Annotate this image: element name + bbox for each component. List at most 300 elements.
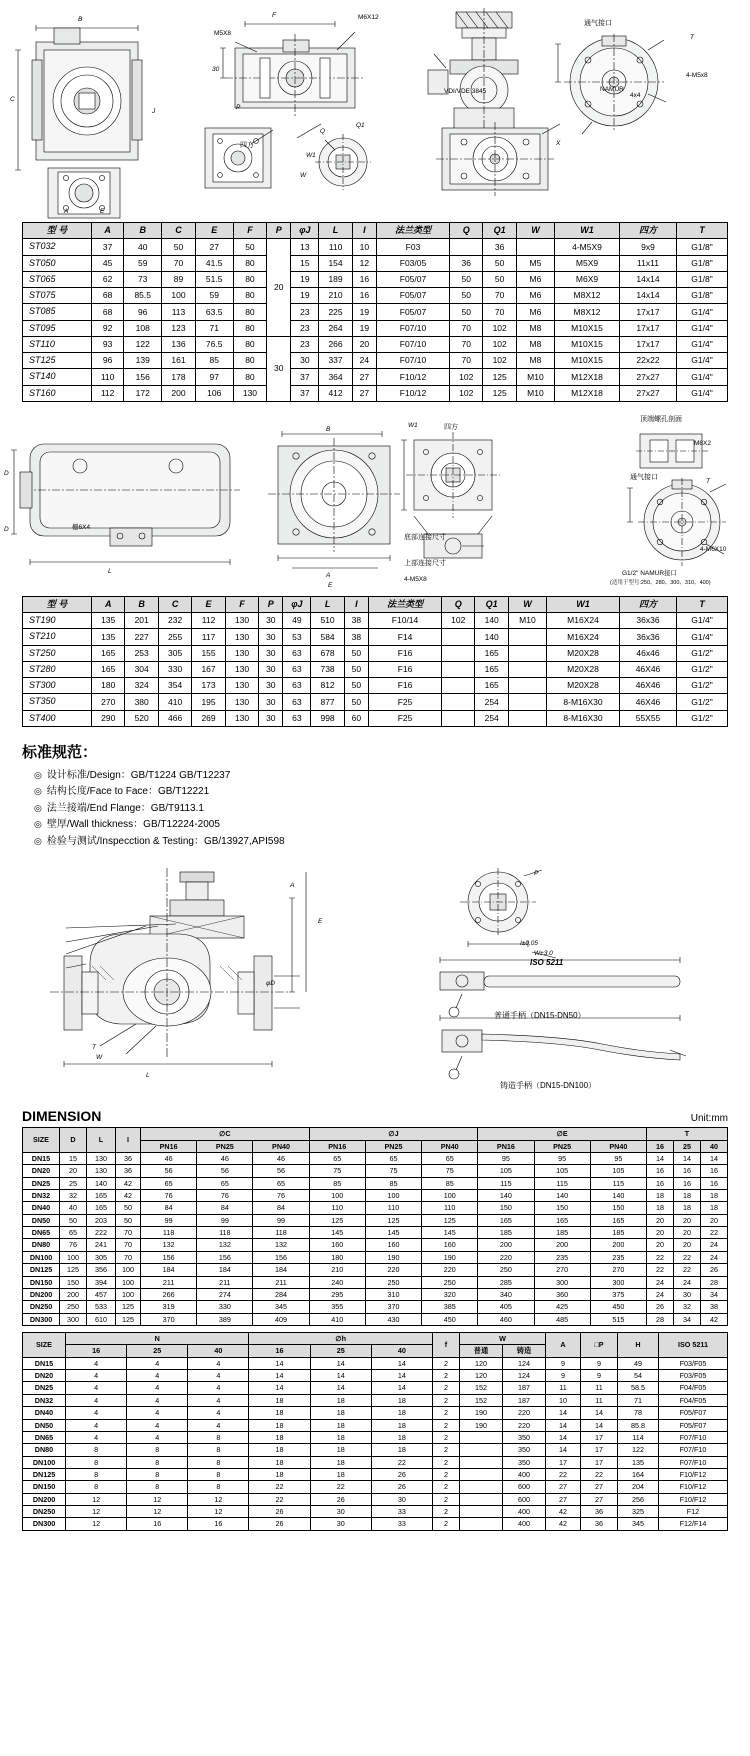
cell: 4 (66, 1419, 127, 1431)
cell-model: ST085 (23, 304, 92, 320)
cell: 15 (291, 255, 319, 271)
cell: 112 (92, 385, 124, 401)
cell: 190 (365, 1251, 421, 1263)
label-mid-A: A (326, 571, 331, 579)
table1-body (23, 239, 728, 402)
cell: 130 (225, 710, 258, 726)
cell: 100 (116, 1276, 141, 1288)
dimension-header (22, 1108, 728, 1124)
label-siquare: 四方 (240, 142, 254, 149)
cell: F12 (659, 1506, 728, 1518)
cell: 510 (311, 613, 344, 629)
cell: 26 (647, 1301, 674, 1313)
cell-size: DN150 (23, 1276, 60, 1288)
cell: 100 (422, 1190, 478, 1202)
table-row (23, 1276, 728, 1288)
cell: 65 (309, 1152, 365, 1164)
cell: 22x22 (620, 353, 677, 369)
label-valve-phi: φD (266, 980, 275, 988)
cell: 130 (225, 678, 258, 694)
cell: 150 (534, 1202, 590, 1214)
cell: 63 (283, 710, 311, 726)
top-drawings-svg (0, 0, 750, 222)
cell: 27 (352, 369, 376, 385)
label-valve-iso: ISO 5211 (530, 958, 564, 968)
cell: 160 (309, 1239, 365, 1251)
cell: 8 (127, 1468, 188, 1480)
cell: 36x36 (620, 629, 677, 645)
cell: 330 (158, 661, 191, 677)
cell: 78 (618, 1407, 659, 1419)
cell: 172 (124, 385, 162, 401)
cell-model: ST075 (23, 288, 92, 304)
cell: 62 (92, 271, 124, 287)
standard-item: ◎ 结构长度/Face to Face：GB/T12221 (34, 784, 750, 801)
cell: 14 (249, 1357, 310, 1369)
label-W1: W1 (306, 152, 316, 159)
cell: 26 (371, 1481, 432, 1493)
cell: 4 (127, 1382, 188, 1394)
table-row (23, 255, 728, 271)
cell: 56 (253, 1165, 309, 1177)
cell: 18 (371, 1431, 432, 1443)
cell: 71 (195, 320, 233, 336)
label-mid-section: 顶端螺孔剖面 (640, 415, 682, 423)
standards-section (0, 741, 750, 851)
dimension-unit: Unit:mm (690, 1113, 728, 1125)
cell: 115 (534, 1177, 590, 1189)
cell: 235 (590, 1251, 646, 1263)
cell: 24 (674, 1276, 701, 1288)
cell: 255 (158, 629, 191, 645)
cell (460, 1456, 503, 1468)
cell: 150 (590, 1202, 646, 1214)
cell: 266 (319, 336, 352, 352)
cell: M12X18 (555, 369, 620, 385)
cell: 80 (233, 336, 266, 352)
cell-size: DN32 (23, 1190, 60, 1202)
cell: 154 (319, 255, 352, 271)
cell: 63 (283, 678, 311, 694)
cell: 165 (92, 645, 125, 661)
cell: 85.8 (618, 1419, 659, 1431)
th-sub: 16 (66, 1345, 127, 1357)
th-q1: Q1 (475, 596, 508, 612)
cell: F14 (369, 629, 442, 645)
cell: 99 (197, 1214, 253, 1226)
cell: 254 (475, 694, 508, 710)
table1-header-row (23, 223, 728, 239)
cell: 584 (311, 629, 344, 645)
cell: 2 (433, 1506, 460, 1518)
label-vdi: VDI/VDE 3845 (444, 88, 487, 95)
cell: 18 (701, 1202, 728, 1214)
th-sub: 普通 (460, 1345, 503, 1357)
cell: 156 (124, 369, 162, 385)
cell: 30 (259, 710, 283, 726)
cell (442, 645, 475, 661)
cell: 4 (127, 1394, 188, 1406)
cell: 76 (253, 1190, 309, 1202)
cell: 269 (192, 710, 225, 726)
cell: 319 (141, 1301, 197, 1313)
cell: 76.5 (195, 336, 233, 352)
th-i: I (344, 596, 368, 612)
th-t: T (677, 596, 728, 612)
cell: 380 (125, 694, 158, 710)
cell: 460 (478, 1313, 534, 1325)
cell: 34 (674, 1313, 701, 1325)
cell: 160 (422, 1239, 478, 1251)
cell: 114 (618, 1431, 659, 1443)
cell: 36 (581, 1506, 618, 1518)
cell: 14 (249, 1370, 310, 1382)
cell: 161 (162, 353, 195, 369)
cell: 16 (674, 1165, 701, 1177)
cell-size: DN25 (23, 1382, 66, 1394)
cell: 253 (125, 645, 158, 661)
cell: 59 (195, 288, 233, 304)
cell: 36 (450, 255, 483, 271)
cell: 533 (87, 1301, 116, 1313)
cell: 15 (60, 1152, 87, 1164)
table-row (23, 320, 728, 336)
cell-model: ST280 (23, 661, 92, 677)
cell: 14 (310, 1357, 371, 1369)
table-row (23, 1313, 728, 1325)
cell: 13 (291, 239, 319, 255)
th-iso: ISO 5211 (659, 1333, 728, 1358)
cell: 4 (66, 1382, 127, 1394)
cell: F16 (369, 678, 442, 694)
cell: 73 (124, 271, 162, 287)
cell: 130 (87, 1152, 116, 1164)
th-b: B (124, 223, 162, 239)
cell: 165 (534, 1214, 590, 1226)
standard-item: ◎ 壁厚/Wall thickness：GB/T12224-2005 (34, 817, 750, 834)
cell: 136 (162, 336, 195, 352)
cell: M6 (516, 288, 554, 304)
th-p: P (259, 596, 283, 612)
cell: 165 (475, 678, 508, 694)
cell: 33 (371, 1506, 432, 1518)
label-mid-C: D (4, 525, 9, 533)
cell: 100 (365, 1190, 421, 1202)
th-w1: W1 (555, 223, 620, 239)
label-4m5x8: 4-M5x8 (686, 72, 708, 79)
cell: 76 (141, 1190, 197, 1202)
cell: 8 (188, 1431, 249, 1443)
cell: 600 (503, 1481, 546, 1493)
cell: 220 (503, 1407, 546, 1419)
th-sub: PN40 (590, 1140, 646, 1152)
cell: 110 (365, 1202, 421, 1214)
th-square: 四方 (620, 596, 677, 612)
cell: 132 (197, 1239, 253, 1251)
cell: 9 (546, 1357, 581, 1369)
cell: 18 (310, 1407, 371, 1419)
table-row (23, 1357, 728, 1369)
table-row (23, 239, 728, 255)
table-row (23, 694, 728, 710)
spec-table-1 (22, 222, 728, 402)
cell: 84 (141, 1202, 197, 1214)
th-i: I (116, 1128, 141, 1153)
cell: 46X46 (620, 678, 677, 694)
cell: 27 (546, 1493, 581, 1505)
cell: F25 (369, 694, 442, 710)
cell: 2 (433, 1456, 460, 1468)
table-row (23, 1456, 728, 1468)
cell: M6 (516, 271, 554, 287)
cell: 102 (450, 369, 483, 385)
th-phij: ∅J (309, 1128, 478, 1140)
cell: 50 (483, 255, 516, 271)
cell: 140 (478, 1190, 534, 1202)
cell: 185 (590, 1227, 646, 1239)
cell: 19 (291, 271, 319, 287)
cell (508, 661, 546, 677)
cell: 14 (546, 1444, 581, 1456)
cell: 63.5 (195, 304, 233, 320)
cell: 12 (66, 1518, 127, 1530)
cell: 18 (249, 1468, 310, 1480)
cell: 412 (319, 385, 352, 401)
cell: 8 (188, 1444, 249, 1456)
cell: G1/8" (677, 239, 728, 255)
cell: 184 (253, 1264, 309, 1276)
cell (508, 694, 546, 710)
cell: 167 (192, 661, 225, 677)
cell: 130 (225, 629, 258, 645)
cell (460, 1481, 503, 1493)
cell: 18 (371, 1407, 432, 1419)
cell: 389 (197, 1313, 253, 1325)
cell: 76 (197, 1190, 253, 1202)
label-E: E (100, 208, 105, 215)
cell: M8 (516, 320, 554, 336)
cell-size: DN15 (23, 1152, 60, 1164)
cell: 28 (647, 1313, 674, 1325)
cell: 30 (310, 1518, 371, 1530)
cell: 4 (188, 1394, 249, 1406)
label-mid-E: E (328, 581, 333, 589)
cell: 99 (253, 1214, 309, 1226)
cell: 70 (450, 320, 483, 336)
cell: 8 (127, 1456, 188, 1468)
cell: 16 (674, 1177, 701, 1189)
cell: 17x17 (620, 304, 677, 320)
table-row (23, 1165, 728, 1177)
table2-header-row (23, 596, 728, 612)
cell: F05/07 (377, 288, 450, 304)
cell: 97 (195, 369, 233, 385)
th-a: A (92, 596, 125, 612)
cell: 80 (233, 271, 266, 287)
cell: 18 (249, 1444, 310, 1456)
th-flange-type: 法兰类型 (369, 596, 442, 612)
cell: G1/8" (677, 271, 728, 287)
cell: 4 (127, 1419, 188, 1431)
cell: 360 (534, 1288, 590, 1300)
cell: 100 (116, 1288, 141, 1300)
cell: 25 (60, 1177, 87, 1189)
cell: 201 (125, 613, 158, 629)
cell: 345 (253, 1301, 309, 1313)
cell: 95 (478, 1152, 534, 1164)
cell: 105 (534, 1165, 590, 1177)
cell: 185 (478, 1227, 534, 1239)
cell: 32 (60, 1190, 87, 1202)
cell: F10/F12 (659, 1481, 728, 1493)
cell: 117 (192, 629, 225, 645)
standards-list (34, 768, 750, 851)
cell: 18 (310, 1468, 371, 1480)
th-phij: φJ (291, 223, 319, 239)
cell: F10/12 (377, 369, 450, 385)
cell (508, 710, 546, 726)
cell: 85 (365, 1177, 421, 1189)
cell: 430 (365, 1313, 421, 1325)
cell: 12 (188, 1506, 249, 1518)
label-valve-E: E (318, 918, 323, 926)
cell: 105 (590, 1165, 646, 1177)
cell: 12 (352, 255, 376, 271)
label-namur: NAMUR (600, 86, 624, 93)
cell: 2 (433, 1407, 460, 1419)
cell: 270 (92, 694, 125, 710)
cell: 185 (534, 1227, 590, 1239)
cell: 63 (283, 694, 311, 710)
cell: 241 (87, 1239, 116, 1251)
cell: 18 (674, 1202, 701, 1214)
cell: 140 (475, 613, 508, 629)
cell: 99 (141, 1214, 197, 1226)
cell-size: DN300 (23, 1518, 66, 1530)
cell: 254 (475, 710, 508, 726)
cell: 18 (310, 1456, 371, 1468)
cell: 20 (647, 1227, 674, 1239)
cell: G1/4" (677, 369, 728, 385)
cell: 14 (249, 1382, 310, 1394)
label-X: X (556, 140, 561, 147)
cell (460, 1518, 503, 1530)
cell: 155 (192, 645, 225, 661)
label-mid-applies: (适用于型号:250、280、300、310、400) (610, 579, 711, 586)
cell: F07/10 (377, 353, 450, 369)
cell: 96 (92, 353, 124, 369)
th-w1: W1 (547, 596, 620, 612)
label-mid-bolt: 栅6X4 (72, 523, 91, 531)
cell: 106 (195, 385, 233, 401)
cell-size: DN125 (23, 1468, 66, 1480)
cell: 295 (309, 1288, 365, 1300)
cell: 75 (365, 1165, 421, 1177)
cell: 140 (534, 1190, 590, 1202)
cell: 80 (233, 288, 266, 304)
cell: 180 (309, 1251, 365, 1263)
cell: 22 (249, 1481, 310, 1493)
th-sub: 25 (674, 1140, 701, 1152)
cell: 124 (503, 1357, 546, 1369)
cell: 12 (127, 1493, 188, 1505)
th-f: F (233, 223, 266, 239)
cell: 20 (674, 1214, 701, 1226)
cell: 110 (319, 239, 352, 255)
cell: 20 (352, 336, 376, 352)
cell: 130 (233, 385, 266, 401)
cell: 50 (450, 304, 483, 320)
table-row (23, 1518, 728, 1530)
table-row (23, 1190, 728, 1202)
cell: 14x14 (620, 271, 677, 287)
table-row (23, 613, 728, 629)
cell: 130 (87, 1165, 116, 1177)
valve-drawings-svg (0, 858, 750, 1098)
cell: 40 (60, 1202, 87, 1214)
cell: 211 (141, 1276, 197, 1288)
cell: 189 (319, 271, 352, 287)
cell: 102 (442, 613, 475, 629)
cell-size: DN250 (23, 1301, 60, 1313)
cell: 165 (87, 1190, 116, 1202)
label-30: 30 (212, 66, 220, 73)
cell: 250 (422, 1276, 478, 1288)
cell: 30 (259, 645, 283, 661)
table-row (23, 288, 728, 304)
dim-b-group-header (23, 1333, 728, 1345)
cell: 2 (433, 1419, 460, 1431)
cell-size: DN32 (23, 1394, 66, 1406)
label-valve-A: A (290, 882, 295, 890)
cell-model: ST125 (23, 353, 92, 369)
cell: 16 (352, 271, 376, 287)
cell: 450 (422, 1313, 478, 1325)
cell: 14 (310, 1370, 371, 1382)
cell: 85 (195, 353, 233, 369)
label-mid-4m6x10: 4-M6X10 (700, 545, 727, 553)
cell: 2 (433, 1493, 460, 1505)
cell: 50 (344, 678, 368, 694)
cell-model: ST050 (23, 255, 92, 271)
label-mid-L: L (108, 567, 112, 575)
cell: 53 (283, 629, 311, 645)
cell: 80 (233, 304, 266, 320)
cell-model: ST350 (23, 694, 92, 710)
cell: 274 (197, 1288, 253, 1300)
cell: 9 (581, 1357, 618, 1369)
th-phih: ∅h (249, 1333, 433, 1345)
cell: 324 (125, 678, 158, 694)
label-M5X8: M5X8 (214, 30, 231, 37)
cell: 184 (197, 1264, 253, 1276)
cell: 8 (66, 1468, 127, 1480)
cell: 305 (158, 645, 191, 661)
cell: 220 (478, 1251, 534, 1263)
cell: 46X46 (620, 661, 677, 677)
cell: 4 (188, 1370, 249, 1382)
label-mid-air-port: 通气接口 (630, 473, 658, 481)
cell: 364 (319, 369, 352, 385)
cell: 165 (475, 661, 508, 677)
label-J: J (152, 108, 156, 115)
cell-model: ST300 (23, 678, 92, 694)
cell: 118 (253, 1227, 309, 1239)
cell: 16 (701, 1177, 728, 1189)
cell: 284 (253, 1288, 309, 1300)
label-mid-T: T (706, 477, 710, 485)
cell: 102 (483, 336, 516, 352)
